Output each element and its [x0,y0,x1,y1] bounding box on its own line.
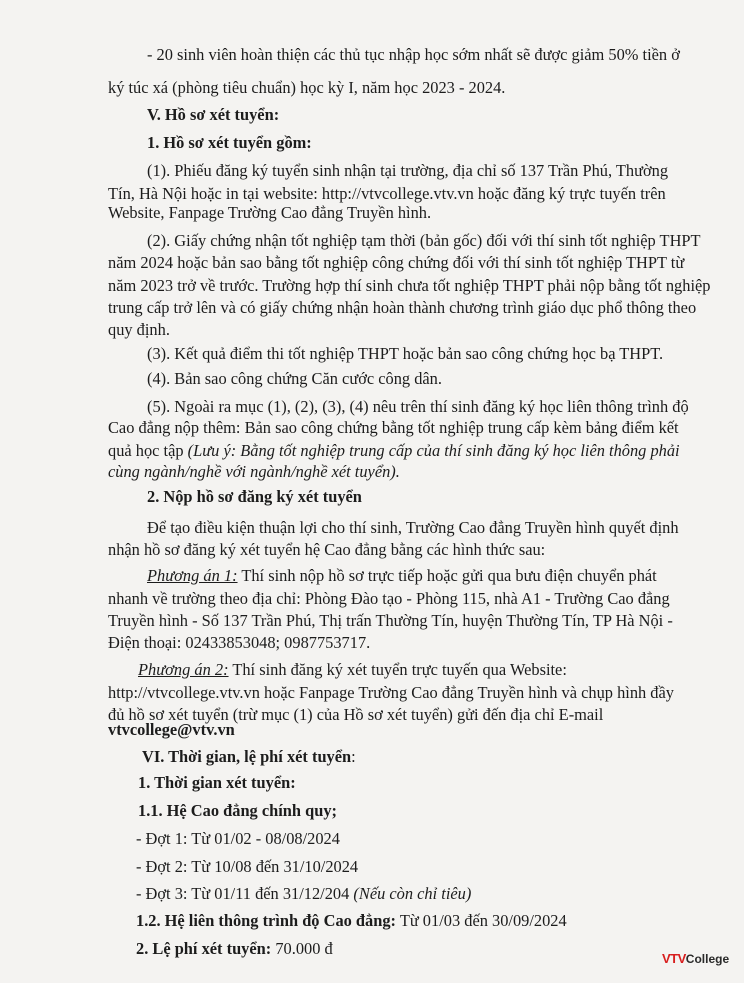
text-run: Thí sinh đăng ký xét tuyển trực tuyến qua Website: [228,660,567,679]
heading-text: VI. Thời gian, lệ phí xét tuyển [142,747,352,766]
list-item [136,884,744,904]
text-line: trung cấp trở lên và có giấy chứng nhận hoàn thành chương trình giáo dục phổ thông theo [108,298,697,317]
text-line: quy định. [108,320,170,339]
text-line: (5). Ngoài ra mục (1), (2), (3), (4) nêu trên thí sinh đăng ký học liên thông trình độ [147,397,689,416]
text-line: năm 2023 trở về trước. Trường hợp thí sinh chưa tốt nghiệp THPT phải nộp bằng tốt nghiệp [108,276,711,295]
text-line: Điện thoại: 02433853048; 0987753717. [108,633,371,652]
text-line: Tín, Hà Nội hoặc in tại website: http://vtvcollege.vtv.vn hoặc đăng ký trực tuyến trên [108,184,666,203]
list-item: - Đợt 1: Từ 01/02 - 08/08/2024 [136,829,340,848]
text-line: nhanh về trường theo địa chỉ: Phòng Đào tạo - Phòng 115, nhà A1 - Trường Cao đẳng [108,589,670,608]
heading-text: 1. Thời gian xét tuyển: [138,773,296,792]
text-run: Thí sinh nộp hồ sơ trực tiếp hoặc gửi qua bưu điện chuyển phát [237,566,657,585]
section-heading [147,105,744,125]
text-line: đủ hồ sơ xét tuyển (trừ mục (1) của Hồ sơ xét tuyển) gửi đến địa chỉ E-mail [108,705,604,724]
heading-text: 2. Nộp hồ sơ đăng ký xét tuyển [147,487,362,506]
text-line: (2). Giấy chứng nhận tốt nghiệp tạm thời (bản gốc) đối với thí sinh tốt nghiệp THPT [147,231,701,250]
text-line [108,441,744,461]
vtv-college-logo [662,951,729,966]
subsection-heading [147,133,744,153]
text-line: ký túc xá (phòng tiêu chuẩn) học kỳ I, năm học 2023 - 2024. [108,78,506,97]
text-run: - Đợt 3: Từ 01/11 đến 31/12/204 [136,884,354,903]
text-line [138,660,744,680]
logo-college: College [685,952,730,966]
text-line: (3). Kết quả điểm thi tốt nghiệp THPT hoặc bản sao công chứng học bạ THPT. [147,344,664,363]
text-line: http://vtvcollege.vtv.vn hoặc Fanpage Trường Cao đẳng Truyền hình và chụp hình đầy [108,683,674,702]
text-line: (1). Phiếu đăng ký tuyển sinh nhận tại trường, địa chỉ số 137 Trần Phú, Thường [147,161,669,180]
fee-value: 70.000 đ [271,939,333,958]
text-line: Để tạo điều kiện thuận lợi cho thí sinh, Trường Cao đẳng Truyền hình quyết định [147,518,679,537]
subsection-heading [138,773,744,793]
text-line: Truyền hình - Số 137 Trần Phú, Thị trấn Thường Tín, huyện Thường Tín, TP Hà Nội - [108,611,673,630]
subsection-heading [138,801,744,821]
text-line: - 20 sinh viên hoàn thiện các thủ tục nhập học sớm nhất sẽ được giảm 50% tiền ở [147,45,680,64]
text-line: (4). Bản sao công chứng Căn cước công dân. [147,369,442,388]
text-line: nhận hồ sơ đăng ký xét tuyển hệ Cao đẳng bằng các hình thức sau: [108,540,546,559]
subsection-heading [147,487,744,507]
note-text: (Lưu ý: Bằng tốt nghiệp trung cấp của thí sinh đăng ký học liên thông phải [187,441,680,460]
section-heading [142,747,744,767]
text-line [136,939,744,959]
text-line: năm 2024 hoặc bản sao bằng tốt nghiệp công chứng đối với thí sinh tốt nghiệp THPT từ [108,253,685,272]
heading-colon: : [351,747,356,766]
heading-text: 1.2. Hệ liên thông trình độ Cao đẳng: [136,911,397,930]
heading-text: 1. Hồ sơ xét tuyển gồm: [147,133,312,152]
text-line [147,566,744,586]
heading-text: V. Hồ sơ xét tuyển: [147,105,280,124]
option-label: Phương án 2: [138,660,229,679]
heading-text: 1.1. Hệ Cao đẳng chính quy; [138,801,338,820]
note-text: (Nếu còn chỉ tiêu) [353,884,472,903]
text-line: Cao đẳng nộp thêm: Bản sao công chứng bằng tốt nghiệp trung cấp kèm bảng điểm kết [108,418,679,437]
heading-text: 2. Lệ phí xét tuyển: [136,939,272,958]
list-item: - Đợt 2: Từ 10/08 đến 31/10/2024 [136,857,359,876]
text-run: Từ 01/03 đến 30/09/2024 [396,911,567,930]
text-run: quả học tập [108,441,188,460]
logo-vtv: VTV [662,951,686,966]
note-text: cùng ngành/nghề với ngành/nghề xét tuyển). [108,462,400,481]
email-text: vtvcollege@vtv.vn [108,720,235,739]
option-label: Phương án 1: [147,566,238,585]
email-line [108,720,744,740]
text-line [136,911,744,931]
text-line [108,462,744,482]
text-line: Website, Fanpage Trường Cao đẳng Truyền hình. [108,203,432,222]
